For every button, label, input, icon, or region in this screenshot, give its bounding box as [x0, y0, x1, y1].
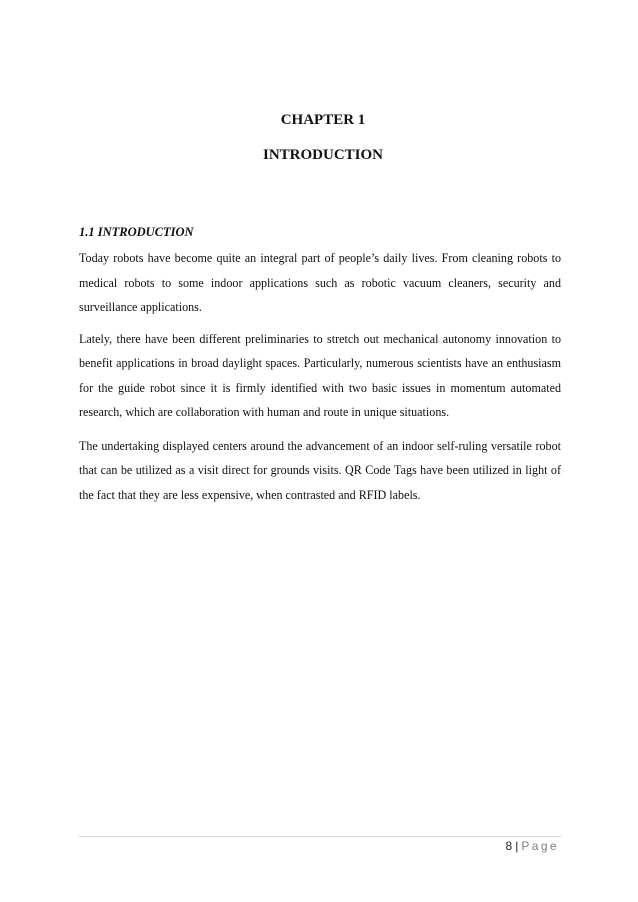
paragraph-2: Lately, there have been different preliminaries to stretch out mechanical autonomy innovation to benefit applications in broad daylight spaces. Particularly, numerous scientists have an enthusiasm for the guide robot since it is firmly identified with two basic issues in momentum automated research, which are collaboration with human and route in unique situations. — [79, 331, 561, 419]
footer-divider — [79, 836, 561, 837]
paragraph-3: The undertaking displayed centers around the advancement of an indoor self-ruling versatile robot that can be utilized as a visit direct for grounds visits. QR Code Tags have been utilized in light of the fact that they are less expensive, when contrasted and RFID labels. — [79, 438, 561, 502]
paragraph-1: Today robots have become quite an integral part of people’s daily lives. From cleaning robots to medical robots to some indoor applications such as robotic vacuum cleaners, security and surveillance applications. — [79, 251, 561, 314]
section-content — [79, 222, 561, 514]
chapter-number: CHAPTER 1 — [280, 112, 366, 128]
page-footer — [506, 839, 559, 853]
page-number: 8 — [505, 839, 513, 853]
chapter-title: INTRODUCTION — [262, 147, 383, 163]
page-word: Page — [521, 839, 559, 853]
section-heading: 1.1 INTRODUCTION — [79, 225, 194, 239]
footer-separator: | — [515, 839, 519, 853]
